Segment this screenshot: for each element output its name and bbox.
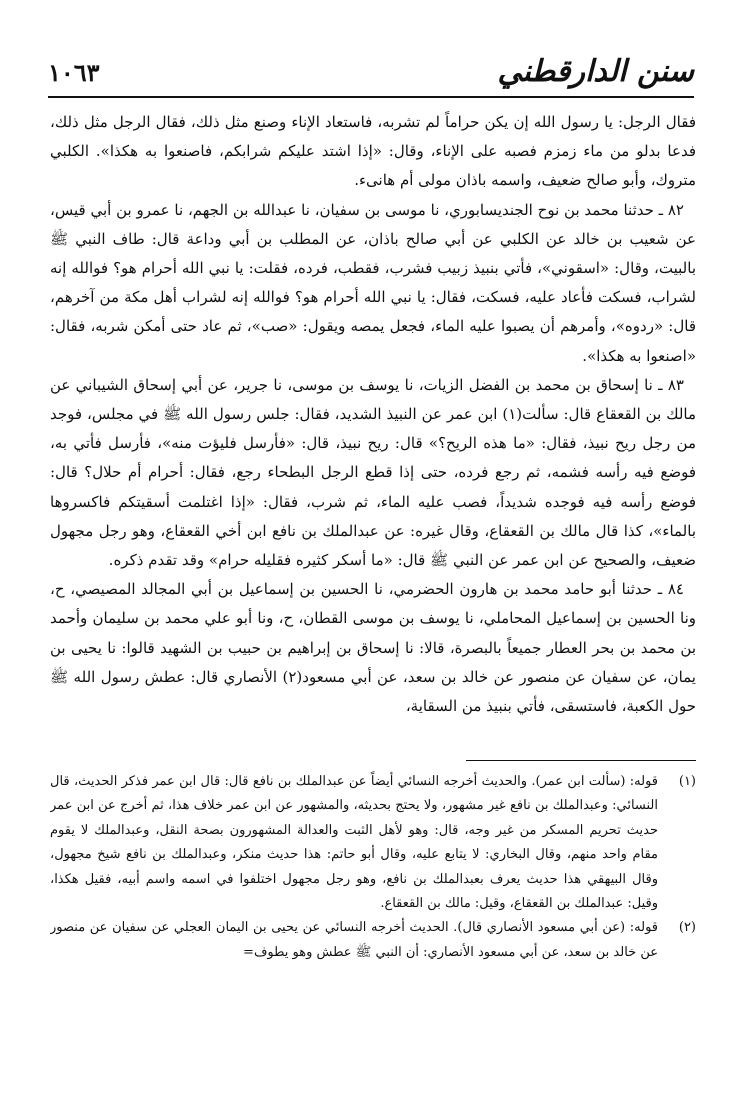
footnote-1 [50,770,696,916]
hadith-83: ٨٣ ـ نا إسحاق بن محمد بن الفضل الزيات، نا يوسف بن موسى، نا جرير، عن أبي إسحاق الشيباني عن مالك بن القعقاع قال: سألت(١) ابن عمر عن النبيذ الشديد، فقال: جلس رسول الله ﷺ في مجلس، فوجد من رجل ريح نبيذ، فقال: «ما هذه الريح؟» قال: ريح نبيذ، قال: «فأرسل فليؤت منه»، فأرسل فأتي به، فوضع فيه رأسه فشمه، ثم رجع فرده، حتى إذا قطع الرجل البطحاء رجع، فقال: أحرام أم حلال؟ قال: فوضع رأسه فيه فوجده شديداً، فصب عليه الماء، ثم شرب، فقال: «إذا اغتلمت أسقيتكم فاكسروها بالماء»، كذا قال مالك بن القعقاع، وقال غيره: عن عبدالملك بن نافع ابن أخي القعقاع، وهو رجل مجهول ضعيف، والصحيح عن ابن عمر عن النبي ﷺ قال: «ما أسكر كثيره فقليله حرام» وقد تقدم ذكره. [50,375,696,570]
hadith-82: ٨٢ ـ حدثنا محمد بن نوح الجنديسابوري، نا موسى بن سفيان، نا عبدالله بن الجهم، نا عمرو بن أبي قيس، عن شعيب بن خالد عن الكلبي عن أبي صالح باذان، عن المطلب بن أبي وداعة قال: طاف النبي ﷺ بالبيت، وقال: «اسقوني»، فأتي بنبيذ زبيب فشرب، فقطب، فرده، فقلت: يا نبي الله أحرام هو؟ فوالله إنه لشراب، فسكت فأعاد عليه، فسكت، فقال: يا نبي الله أحرام هو؟ فوالله إنه لشراب أهل مكة من آخرهم، قال: «ردوه»، وأمرهم أن يصبوا عليه الماء، فجعل يمصه ويقول: «صب»، ثم عاد حتى أمكن شربه، فقال: «اصنعوا به هكذا». [50,200,696,365]
footnote-2 [50,916,696,965]
header-divider [48,96,694,98]
footnotes [50,770,696,1070]
page-number: ١٠٦٣ [48,58,100,87]
footnote-text: قوله: (سألت ابن عمر). والحديث أخرجه النسائي أيضاً عن عبدالملك بن نافع قال: قال ابن عمر فذكر الحديث، قال النسائي: وعبدالملك بن نافع غير مشهور، ولا يحتج بحديثه، والمشهور عن ابن عمر خلاف هذا، ثم أخرج عن ابن عمر حديث تحريم المسكر من غير وجه، قال: وهو لأهل الثبت والعدالة المشهورون بصحة النقل، وعبدالملك لا يقوم مقام واحد منهم، وقال البخاري: لا يتابع عليه، وقال أبو حاتم: هذا حديث منكر، وعبدالملك بن نافع شيخ مجهول، وقال البيهقي هذا حديث يعرف بعبدالملك بن نافع، وهو رجل مجهول اختلفوا في اسمه واسم أبيه، فقيل هكذا، وقيل: عبدالملك بن القعقاع، وقيل: مالك بن القعقاع. [50,774,658,912]
footnote-number: (٢) [678,920,696,936]
footnote-text: قوله: (عن أبي مسعود الأنصاري قال). الحديث أخرجه النسائي عن يحيى بن اليمان العجلي عن سفيان عن منصور عن خالد بن سعد، عن أبي مسعود الأنصاري: أن النبي ﷺ عطش وهو يطوف= [50,920,658,960]
paragraph-continuation: فقال الرجل: يا رسول الله إن يكن حراماً لم تشربه، فاستعاد الإناء وصنع مثل ذلك، فقال الرجل مثل ذلك، فدعا بدلو من ماء زمزم فصبه على الإناء، وقال: «إذا اشتد عليكم شرابكم، فاصنعوا به هكذا». الكلبي متروك، وأبو صالح ضعيف، واسمه باذان مولى أم هانىء. [50,113,696,190]
footnote-divider [466,760,696,761]
hadith-84: ٨٤ ـ حدثنا أبو حامد محمد بن هارون الحضرمي، نا الحسين بن إسماعيل بن أبي المجالد المصيصي، ح، ونا الحسين بن إسماعيل المحاملي، نا يوسف بن موسى القطان، ح، ونا أبو علي محمد بن سليمان وأحمد بن محمد بن بحر العطار جميعاً بالبصرة، قالا: نا إسحاق بن إبراهيم بن حبيب بن الشهيد قالوا: نا يحيى بن يمان، عن سفيان عن منصور عن خالد بن سعد، عن أبي مسعود(٢) الأنصاري قال: عطش رسول الله ﷺ حول الكعبة، فاستسقى، فأتي بنبيذ من السقاية، [50,580,696,716]
main-text [50,108,696,750]
book-title: سنن الدارقطني [497,54,694,89]
page-header [48,50,694,94]
footnote-number: (١) [678,774,696,789]
